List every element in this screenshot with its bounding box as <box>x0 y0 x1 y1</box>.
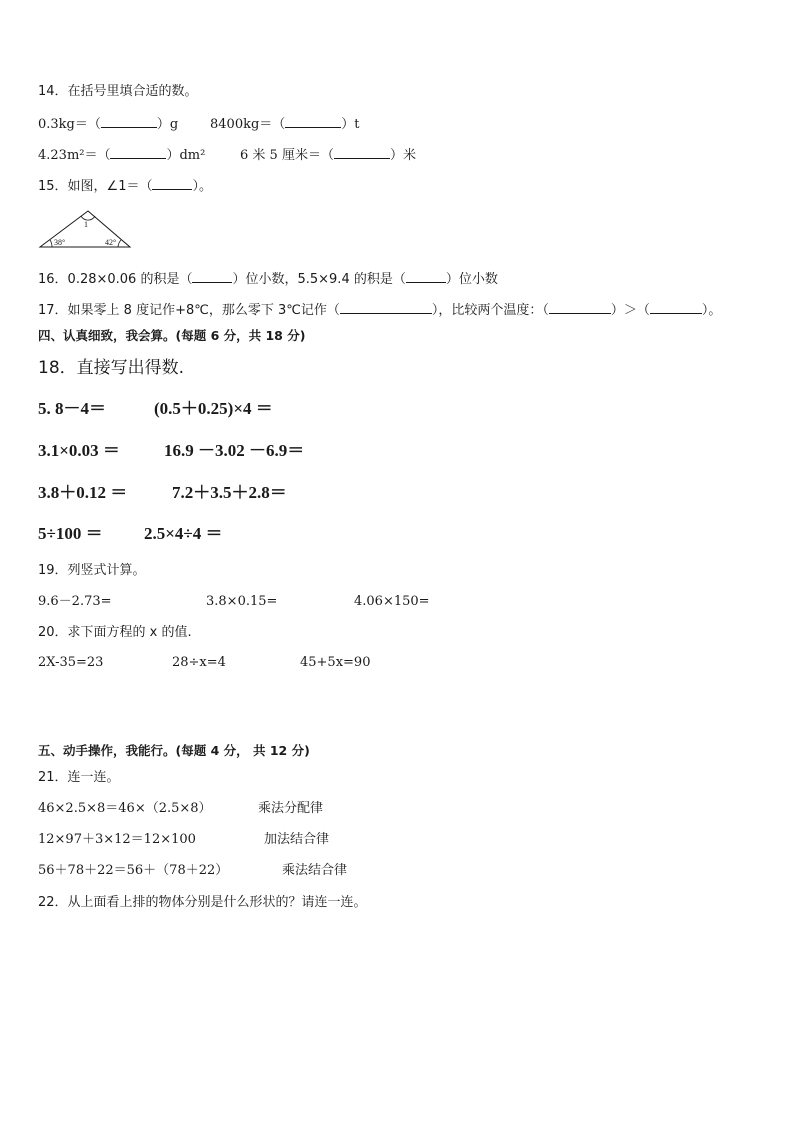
q18-row-2 <box>38 441 438 461</box>
answer-blank[interactable] <box>549 302 611 314</box>
angle-38-label: 38° <box>54 238 66 247</box>
q20-items <box>38 655 438 671</box>
q18-item: 3.8＋0.12 ＝ <box>38 483 128 502</box>
q19-item: 3.8×0.15= <box>206 594 278 609</box>
q18-title: 18．直接写出得数. <box>38 358 185 378</box>
q21-row-1 <box>38 801 358 817</box>
q20-title: 20．求下面方程的 x 的值. <box>38 625 192 640</box>
q18-row-3 <box>38 483 438 503</box>
q18-item: 16.9 －3.02 －6.9＝ <box>164 441 305 460</box>
q18-item: 2.5×4÷4 ＝ <box>144 524 223 543</box>
answer-blank[interactable] <box>101 116 157 128</box>
q21-law: 加法结合律 <box>264 832 330 847</box>
q18-item: 3.1×0.03 ＝ <box>38 441 120 460</box>
q20-item: 28÷x=4 <box>172 655 226 670</box>
q15-title: 15．如图，∠1＝（ ）。 <box>38 179 212 194</box>
q21-row-2 <box>38 832 358 848</box>
q21-equation: 56＋78＋22＝56＋（78＋22） <box>38 863 229 878</box>
q16-line: 16．0.28×0.06 的积是（ ）位小数，5.5×9.4 的积是（ ）位小数 <box>38 272 498 287</box>
section-4-heading: 四、认真细致，我会算。(每题 6 分，共 18 分) <box>38 328 306 343</box>
angle-42-arc <box>118 240 121 247</box>
q19-title: 19．列竖式计算。 <box>38 563 146 578</box>
q18-item: 7.2＋3.5＋2.8＝ <box>172 483 287 502</box>
answer-blank[interactable] <box>406 271 446 283</box>
angle-1-label: 1 <box>84 220 88 229</box>
q14-row-1 <box>38 116 458 132</box>
q21-equation: 46×2.5×8＝46×（2.5×8） <box>38 801 212 816</box>
q18-row-1 <box>38 399 438 419</box>
q20-item: 2X-35=23 <box>38 655 104 670</box>
q14-title: 14．在括号里填合适的数。 <box>38 84 198 99</box>
answer-blank[interactable] <box>110 147 166 159</box>
q14-item-3: 4.23m²＝（ ）dm² <box>38 148 206 163</box>
q18-item: 5. 8－4＝ <box>38 399 106 418</box>
section-5-heading: 五、动手操作，我能行。(每题 4 分， 共 12 分) <box>38 743 310 758</box>
q18-row-4 <box>38 524 438 544</box>
q20-item: 45+5x=90 <box>300 655 371 670</box>
triangle-figure <box>38 209 134 251</box>
q14-item-4: 6 米 5 厘米＝（ ）米 <box>240 148 416 163</box>
answer-blank[interactable] <box>340 302 432 314</box>
q21-title: 21．连一连。 <box>38 770 120 785</box>
q21-law: 乘法结合律 <box>282 863 348 878</box>
answer-blank[interactable] <box>152 178 192 190</box>
angle-38-arc <box>50 240 52 247</box>
answer-blank[interactable] <box>192 271 232 283</box>
q18-item: (0.5＋0.25)×4 ＝ <box>154 399 273 418</box>
q19-item: 4.06×150= <box>354 594 430 609</box>
answer-blank[interactable] <box>285 116 341 128</box>
q18-item: 5÷100 ＝ <box>38 524 103 543</box>
q14-row-2 <box>38 147 458 163</box>
q21-law: 乘法分配律 <box>258 801 324 816</box>
q21-row-3 <box>38 863 358 879</box>
q14-item-1: 0.3kg＝（ ）g <box>38 117 179 132</box>
answer-blank[interactable] <box>334 147 390 159</box>
angle-42-label: 42° <box>105 238 117 247</box>
q19-items <box>38 594 478 610</box>
q21-equation: 12×97＋3×12＝12×100 <box>38 832 196 847</box>
q14-item-2: 8400kg＝（ ）t <box>210 117 360 132</box>
answer-blank[interactable] <box>650 302 702 314</box>
q19-item: 9.6－2.73= <box>38 594 112 609</box>
q22-title: 22．从上面看上排的物体分别是什么形状的？请连一连。 <box>38 895 367 910</box>
q17-line: 17．如果零上 8 度记作+8℃，那么零下 3℃记作（ ），比较两个温度：（ ）＞（ ）。 <box>38 303 722 318</box>
